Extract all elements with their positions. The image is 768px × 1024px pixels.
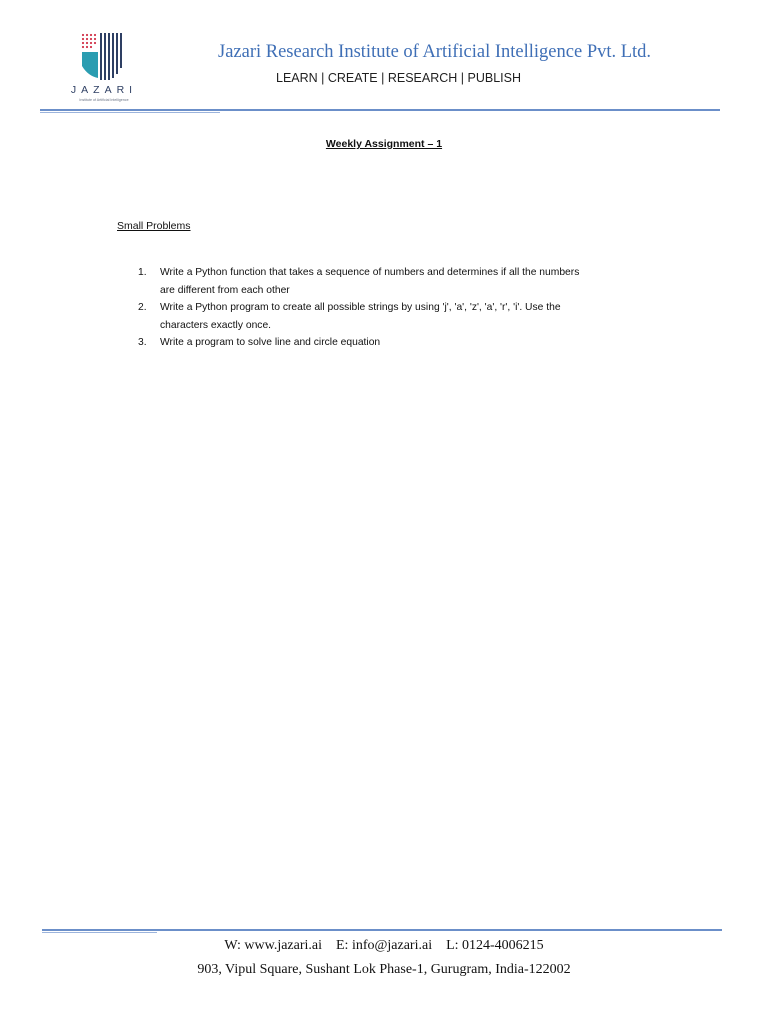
list-item-number: 2.: [138, 302, 147, 313]
list-item-line: are different from each other: [160, 284, 290, 296]
footer-divider: [42, 929, 722, 931]
list-item-number: 3.: [138, 337, 147, 348]
list-item-line: Write a program to solve line and circle equation: [160, 337, 381, 348]
list-item-line: characters exactly once.: [160, 319, 272, 331]
header-divider: [40, 109, 720, 111]
logo-tagline: Institute of Artificial Intelligence: [79, 98, 129, 102]
problem-list: [138, 264, 658, 352]
section-heading: Small Problems: [117, 220, 191, 232]
list-item: [138, 299, 658, 334]
jazari-logo-mark-icon: [58, 30, 150, 84]
organization-tagline: LEARN | CREATE | RESEARCH | PUBLISH: [276, 71, 521, 85]
list-item: [138, 264, 658, 299]
footer-address: 903, Vipul Square, Sushant Lok Phase-1, Gurugram, India-122002: [197, 962, 571, 977]
list-item-text: [160, 334, 658, 352]
header-divider-shadow: [40, 112, 220, 113]
jazari-logo: [58, 30, 150, 106]
list-item: [138, 334, 658, 352]
list-item-line: Write a Python function that takes a sequence of numbers and determines if all the numbers: [160, 267, 580, 278]
list-item-text: [160, 299, 658, 334]
footer-divider-shadow: [42, 932, 157, 933]
document-title: Weekly Assignment – 1: [325, 138, 443, 150]
list-item-line: Write a Python program to create all possible strings by using 'j', 'a', 'z', 'a', 'r', 'i'. Use the: [160, 302, 561, 313]
logo-wordmark: JAZARI: [70, 84, 138, 96]
organization-name: Jazari Research Institute of Artificial Intelligence Pvt. Ltd.: [218, 42, 652, 62]
list-item-number: 1.: [138, 267, 147, 278]
list-item-text: [160, 264, 658, 299]
footer-contact: W: www.jazari.ai E: info@jazari.ai L: 0124-4006215: [224, 938, 544, 953]
